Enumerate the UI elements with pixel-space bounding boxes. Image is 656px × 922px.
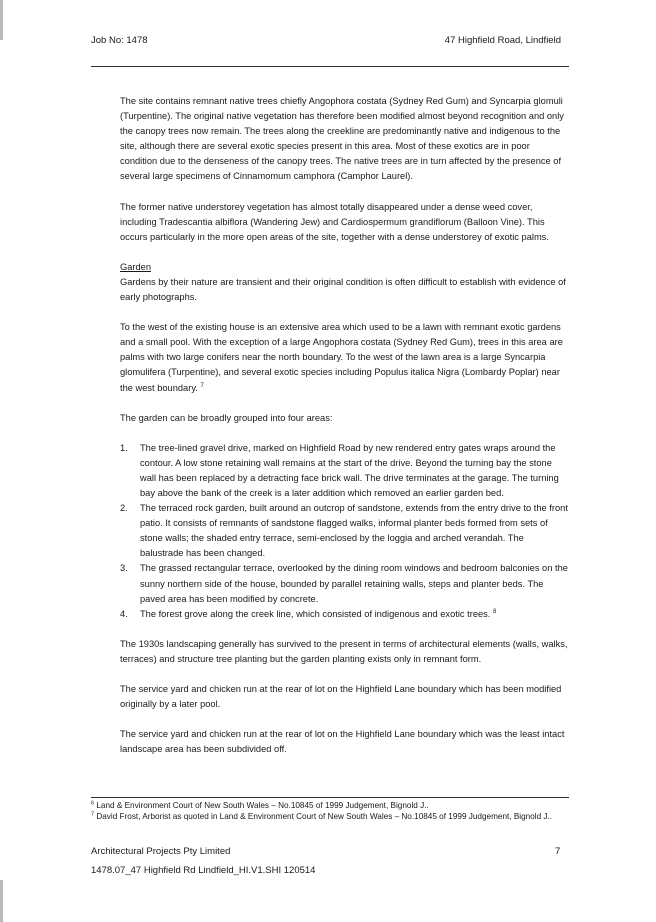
paragraph-west-lawn [120,320,568,395]
list-item-text: The tree-lined gravel drive, marked on Highfield Road by new rendered entry gates wraps around the contour. A low stone retaining wall remains at the start of the drive. Beyond the turning bay the stone wall has been replaced by a detracting face brick wall. The drive terminates at the garage. The turning bay above the bank of the creek is a later addition which removed an earlier garden bed. [140,442,559,498]
footnote-mark: 7 [91,810,95,817]
list-item [120,561,568,606]
paragraph-native-trees: The site contains remnant native trees chiefly Angophora costata (Sydney Red Gum) and Syncarpia glomuli (Turpentine). The original native vegetation has therefore been modified almost beyond recognition and only the canopy trees now remain. The trees along the creekline are predominantly native and indigenous to the site, although there are several exotic species present in this area. Most of these exotics are in poor condition due to the denseness of the canopy trees. The native trees are in turn affected by the presence of several large specimens of Cinnamomum camphora (Camphor Laurel). [120,96,564,182]
footnote-text: Land & Environment Court of New South Wales – No.10845 of 1999 Judgement, Bignold J.. [96,801,429,810]
list-item-text: The grassed rectangular terrace, overlooked by the dining room windows and bedroom balconies on the sunny northern side of the house, bounded by parallel retaining walls, steps and planter beds. The paved area has been modified by concrete. [140,563,568,604]
garden-areas-list [120,441,568,622]
paragraph-service-yard-pool: The service yard and chicken run at the rear of lot on the Highfield Lane boundary which has been modified originally by a later pool. [120,684,562,710]
footnote-rule [91,797,569,798]
page-number: 7 [555,846,561,857]
paragraph-service-yard-subdivided: The service yard and chicken run at the rear of lot on the Highfield Lane boundary which was the least intact landscape area has been subdivided off. [120,729,565,755]
list-item [120,501,568,561]
garden-heading: Garden [120,261,152,272]
company-name: Architectural Projects Pty Limited [91,846,231,857]
list-item-number: 1. [120,442,128,453]
footnote-ref-8: 8 [492,608,497,615]
list-item-number: 2. [120,503,128,514]
paragraph-1930s-landscaping: The 1930s landscaping generally has survived to the present in terms of architectural elements (walls, walks, terraces) and structure tree planting but the garden planting exists only in remnant form. [120,638,568,664]
paragraph-west-lawn-text: To the west of the existing house is an extensive area which used to be a lawn with remnant exotic gardens and a small pool. With the exception of a large Angophora costata (Sydney Red Gum), trees in this area are palms with two large conifers near the north boundary. To the west of the lawn area is a large Syncarpia glomulifera (Turpentine), and several exotic species including Populus italica Nigra (Lombardy Poplar) near the west boundary. [120,322,563,393]
footnote-text: David Frost, Arborist as quoted in Land & Environment Court of New South Wales – No.10845 of 1999 Judgement, Bignold J.. [96,811,553,821]
footnote-item [91,801,569,812]
footnote-item [91,812,569,823]
scan-edge-mark [0,0,3,40]
footnotes [91,801,569,822]
main-body [120,94,568,772]
list-item-text: The forest grove along the creek line, which consisted of indigenous and exotic trees. [140,608,491,619]
scan-edge-mark [0,880,3,922]
list-item-text: The terraced rock garden, built around an outcrop of sandstone, extends from the entry drive to the front patio. It consists of remnants of sandstone flagged walks, informal planter beds formed from sets of stone walls; the shaded entry terrace, semi-enclosed by the loggia and arched verandah. The balustrade has been changed. [140,503,568,559]
site-address: 47 Highfield Road, Lindfield [444,35,561,46]
paragraph-understorey: The former native understorey vegetation has almost totally disappeared under a dense weed cover, including Tradescantia albiflora (Wandering Jew) and Cardiospermum grandiflorum (Balloon Vine). This occurs particularly in the more open areas of the site, together with a dense understorey of exotic palms. [120,201,549,242]
document-reference: 1478.07_47 Highfield Rd Lindfield_HI.V1.SHI 120514 [91,865,316,876]
list-item [120,441,568,501]
footnote-ref-7: 7 [200,382,204,389]
paragraph-gardens-transient: Gardens by their nature are transient and their original condition is often difficult to establish with evidence of early photographs. [120,276,566,303]
list-item [120,607,568,622]
paragraph-four-areas: The garden can be broadly grouped into four areas: [120,412,333,423]
list-item-number: 3. [120,563,128,574]
job-number: Job No: 1478 [91,35,148,46]
footnote-mark: 6 [91,800,95,807]
header-rule [91,66,569,67]
list-item-number: 4. [120,608,128,619]
